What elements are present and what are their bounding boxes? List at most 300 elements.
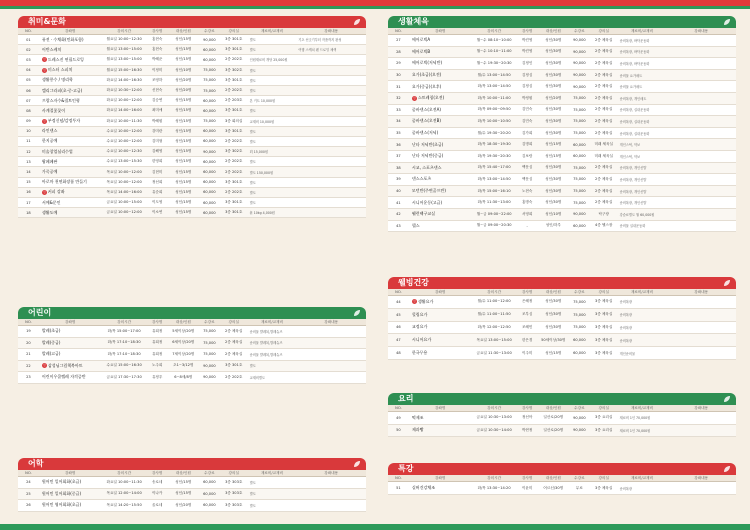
cell-name xyxy=(409,92,472,104)
cell-room: 3층 301호 xyxy=(220,106,248,116)
cell-name xyxy=(39,337,102,349)
cell-no: 13 xyxy=(18,157,39,167)
cell-desc xyxy=(296,177,366,187)
cell-teacher: 김정인 xyxy=(517,58,538,70)
new-badge: 신 xyxy=(43,364,46,368)
cell-material: 강습료별도 월 60,000원 xyxy=(618,208,667,220)
cell-no: 30 xyxy=(388,69,409,81)
table-row[interactable] xyxy=(18,65,366,75)
course-name: 프랑스자수&퀼트인형 xyxy=(41,97,80,103)
cell-room: 2층 202호 xyxy=(220,85,248,95)
cell-time: 화/목 17:10~18:30 xyxy=(102,337,147,349)
cell-teacher: 박정원 xyxy=(517,92,538,104)
table-row[interactable] xyxy=(388,139,736,151)
column-header: 강좌명 xyxy=(409,28,472,35)
cell-no: 40 xyxy=(388,185,409,197)
cell-time: 화/목 09:00~09:50 xyxy=(472,104,517,116)
cell-desc xyxy=(296,75,366,85)
table-row[interactable] xyxy=(18,167,366,177)
column-header: NO. xyxy=(388,405,409,412)
cell-teacher: 신현숙 xyxy=(147,85,168,95)
leaf-icon xyxy=(352,17,362,27)
course-name: 헬스 xyxy=(411,222,420,228)
cell-no: 17 xyxy=(18,198,39,208)
cell-desc xyxy=(296,372,366,384)
column-header: 대상/인원 xyxy=(168,470,199,477)
cell-desc xyxy=(296,96,366,106)
leaf-icon xyxy=(722,394,732,404)
table-row[interactable] xyxy=(388,127,736,139)
cell-material: 별도 xyxy=(248,360,297,372)
cell-room: 2층 체육실 xyxy=(590,127,618,139)
new-badge: 신 xyxy=(43,68,46,72)
cell-teacher: 유희정 xyxy=(147,337,168,349)
cell-room: 2층 체육실 xyxy=(590,92,618,104)
cell-teacher: 정선아 xyxy=(517,412,538,425)
cell-name xyxy=(409,58,472,70)
cell-time: 월/수 19:30~20:20 xyxy=(472,127,517,139)
course-table xyxy=(18,28,366,218)
cell-time: 화/목 15:40~17:00 xyxy=(472,162,517,174)
table-row[interactable] xyxy=(18,75,366,85)
cell-room: 2층 202호 xyxy=(220,157,248,167)
cell-no: 51 xyxy=(388,482,409,495)
table-row[interactable] xyxy=(18,372,366,384)
section-hobby xyxy=(18,16,366,218)
cell-room: 3층 체육실 xyxy=(590,308,618,321)
cell-room: 2층 202호 xyxy=(220,372,248,384)
cell-target: 성인/15명 xyxy=(168,157,199,167)
cell-fee: 90,000 xyxy=(569,208,590,220)
cell-teacher: 박진영 xyxy=(517,35,538,47)
cell-fee: 75,000 xyxy=(569,116,590,128)
leaf-icon xyxy=(722,278,732,288)
section-title: 어린이 xyxy=(28,308,52,317)
cell-room: 2층 체육실 xyxy=(590,69,618,81)
cell-name xyxy=(409,220,472,232)
column-header: 강좌명 xyxy=(39,470,102,477)
cell-desc xyxy=(666,334,736,347)
cell-teacher: 조부심 xyxy=(517,308,538,321)
cell-desc xyxy=(296,326,366,338)
table-row[interactable] xyxy=(18,106,366,116)
table-row[interactable] xyxy=(18,96,366,106)
cell-material: 별도 xyxy=(248,187,297,197)
cell-room: 미래 체육실 xyxy=(590,139,618,151)
column-header: 강좌내용 xyxy=(666,28,736,35)
cell-teacher: 이윤미 xyxy=(517,482,538,495)
table-row[interactable] xyxy=(388,220,736,232)
cell-fee: 90,000 xyxy=(569,412,590,425)
cell-no: 19 xyxy=(18,326,39,338)
table-row[interactable] xyxy=(388,412,736,425)
cell-name xyxy=(39,326,102,338)
cell-material: 준비복장, 개인신발 xyxy=(618,197,667,209)
table-row[interactable] xyxy=(388,58,736,70)
column-header: NO. xyxy=(18,319,39,326)
leaf-icon xyxy=(722,17,732,27)
cell-material: 준비물 요가매트 xyxy=(618,81,667,93)
cell-room: 2층 203호 xyxy=(220,96,248,106)
cell-name xyxy=(409,321,472,334)
cell-room: 2층 체육실 xyxy=(220,326,248,338)
cell-name xyxy=(409,296,472,309)
column-header: 강좌명 xyxy=(39,319,102,326)
cell-name xyxy=(39,147,102,157)
course-name: 한지공예 xyxy=(41,138,58,144)
cell-teacher: 김미형 xyxy=(147,136,168,146)
cell-time: 금요일 10:00~15:00 xyxy=(102,198,147,208)
cell-material: 재료비 1인 70,000원 xyxy=(618,412,667,425)
cell-time: 월/수 11:00~11:50 xyxy=(472,308,517,321)
cell-target: 6~8세/8명 xyxy=(168,372,199,384)
cell-target: 성인/15명 xyxy=(168,96,199,106)
cell-teacher: 박현정 xyxy=(517,424,538,437)
course-name: 어린이우쿨렐레 자격증반 xyxy=(41,374,86,380)
cell-desc xyxy=(666,308,736,321)
cell-room: 3층 체육실 xyxy=(590,334,618,347)
cell-material: 준비물 요가매트 xyxy=(618,69,667,81)
cell-room: 4층 헬스장 xyxy=(590,220,618,232)
table-row[interactable] xyxy=(18,35,366,45)
cell-no: 25 xyxy=(18,488,39,500)
cell-no: 47 xyxy=(388,334,409,347)
cell-material: 준비복장, 개인신발 xyxy=(618,185,667,197)
table-row[interactable] xyxy=(18,337,366,349)
cell-desc xyxy=(296,85,366,95)
section-title: 웰빙건강 xyxy=(398,278,429,287)
cell-time: 목요일 13:00~15:00 xyxy=(472,334,517,347)
cell-target: 성인/15명 xyxy=(168,126,199,136)
cell-material: 별도 xyxy=(248,85,297,95)
table-row[interactable] xyxy=(388,174,736,186)
table-row[interactable] xyxy=(388,116,736,128)
cell-fee: 75,000 xyxy=(569,127,590,139)
cell-no: 27 xyxy=(388,35,409,47)
cell-desc xyxy=(666,482,736,495)
table-row[interactable] xyxy=(388,424,736,437)
table-row[interactable] xyxy=(388,35,736,47)
cell-room: 3층 301호 xyxy=(220,126,248,136)
cell-target: 성인/15명 xyxy=(538,139,569,151)
cell-no: 21 xyxy=(18,349,39,361)
cell-material: 준비복장, 개인신발 xyxy=(618,162,667,174)
cell-name xyxy=(409,424,472,437)
column-header: 강사명 xyxy=(517,405,538,412)
table-row[interactable] xyxy=(18,187,366,197)
cell-name xyxy=(39,126,102,136)
table-row[interactable] xyxy=(388,46,736,58)
course-name: 난타 저녁반(중급) xyxy=(411,153,444,159)
course-name: 생활도예 xyxy=(41,209,58,215)
course-table xyxy=(388,289,736,360)
column-header: NO. xyxy=(388,475,409,482)
table-row[interactable] xyxy=(388,185,736,197)
column-header: 강의실 xyxy=(590,28,618,35)
cell-time: 월요일 13:00~15:00 xyxy=(102,45,147,55)
table-row[interactable] xyxy=(18,488,366,500)
cell-target: 성인/15명 xyxy=(168,116,199,126)
column-header: 강사명 xyxy=(147,319,168,326)
section-title: 어학 xyxy=(28,459,44,468)
cell-fee: 60,000 xyxy=(569,334,590,347)
cell-fee: 60,000 xyxy=(199,45,220,55)
course-name: 스트레칭(오전) xyxy=(417,95,445,101)
cell-no: 15 xyxy=(18,177,39,187)
table-row[interactable] xyxy=(18,85,366,95)
column-header: 강사명 xyxy=(517,289,538,296)
column-header: 재료비/교재비 xyxy=(618,475,667,482)
cell-name xyxy=(409,197,472,209)
cell-teacher: 김해영 xyxy=(147,147,168,157)
cell-target: 성인/30명 xyxy=(538,296,569,309)
bottom-band xyxy=(0,524,750,530)
cell-no: 20 xyxy=(18,337,39,349)
cell-time: 화요일 10:00~11:30 xyxy=(102,477,147,489)
table-row[interactable] xyxy=(18,360,366,372)
table-row[interactable] xyxy=(388,104,736,116)
table-row[interactable] xyxy=(388,308,736,321)
cell-name xyxy=(39,55,102,65)
table-row[interactable] xyxy=(18,45,366,55)
cell-room: 3층 303호 xyxy=(220,477,248,489)
cell-name xyxy=(39,198,102,208)
cell-desc: 여행 스케치 펜 드로잉 채색 xyxy=(296,45,366,55)
cell-target: 일산로/20명 xyxy=(538,412,569,425)
cell-target: 성인/15명 xyxy=(168,488,199,500)
cell-room: 탁구장 xyxy=(590,208,618,220)
column-header: 재료비/교재비 xyxy=(248,470,297,477)
cell-room: 2층 체육실 xyxy=(590,81,618,93)
table-row[interactable] xyxy=(18,500,366,512)
cell-teacher: 김정심 xyxy=(517,69,538,81)
cell-no: 02 xyxy=(18,45,39,55)
cell-time: 수요일 10:00~12:00 xyxy=(102,136,147,146)
cell-fee: 60,000 xyxy=(569,139,590,151)
column-header: 강사명 xyxy=(147,28,168,35)
course-name: 라인댄스 xyxy=(41,128,58,134)
cell-material: 별도 xyxy=(248,177,297,187)
table-row[interactable] xyxy=(388,162,736,174)
course-name: 삼성님그림책북아트 xyxy=(47,362,83,368)
column-header: 강좌내용 xyxy=(666,405,736,412)
cell-target: 성인/30명 xyxy=(538,69,569,81)
cell-teacher: 김가희 xyxy=(517,127,538,139)
cell-name xyxy=(409,162,472,174)
table-row[interactable] xyxy=(388,482,736,495)
course-name: 발레(초급) xyxy=(41,328,61,334)
table-row[interactable] xyxy=(388,296,736,309)
course-name: 시니어요가 xyxy=(411,337,432,343)
table-row[interactable] xyxy=(388,69,736,81)
cell-target: 성인/30명 xyxy=(538,308,569,321)
table-row[interactable] xyxy=(388,197,736,209)
cell-room: 3층 301호 xyxy=(220,177,248,187)
section-header xyxy=(388,277,736,289)
cell-time: 화/목 18:30~19:30 xyxy=(472,139,517,151)
cell-target: 성인/15명 xyxy=(168,198,199,208)
cell-target: 일산로/20명 xyxy=(538,424,569,437)
section-title: 요리 xyxy=(398,394,414,403)
cell-no: 37 xyxy=(388,150,409,162)
cell-teacher: 박진영 xyxy=(517,46,538,58)
cell-target: 성인/30명 xyxy=(538,116,569,128)
table-row[interactable] xyxy=(388,208,736,220)
cell-target: 성인/20명 xyxy=(538,92,569,104)
cell-fee: 60,000 xyxy=(199,500,220,512)
cell-desc xyxy=(666,296,736,309)
cell-time: 화요일 14:00~16:30 xyxy=(102,75,147,85)
cell-time: 수요일 13:00~15:30 xyxy=(102,157,147,167)
cell-fee: 75,000 xyxy=(199,116,220,126)
table-row[interactable] xyxy=(18,136,366,146)
table-row[interactable] xyxy=(18,55,366,65)
cell-material: 개인스틱, 악보 xyxy=(618,150,667,162)
cell-fee: 90,000 xyxy=(569,58,590,70)
cell-fee: 60,000 xyxy=(199,187,220,197)
cell-desc xyxy=(666,58,736,70)
cell-fee: 60,000 xyxy=(199,136,220,146)
cell-no: 39 xyxy=(388,174,409,186)
cell-fee: 75,000 xyxy=(199,326,220,338)
cell-desc xyxy=(666,321,736,334)
cell-time: 월요일 10:00~12:30 xyxy=(102,35,147,45)
cell-name xyxy=(409,81,472,93)
cell-desc xyxy=(296,167,366,177)
leaf-icon xyxy=(352,459,362,469)
cell-name xyxy=(409,334,472,347)
section-sports xyxy=(388,16,736,232)
cell-fee: 60,000 xyxy=(199,167,220,177)
top-band-accent xyxy=(0,6,750,9)
table-row[interactable] xyxy=(18,147,366,157)
table-row[interactable] xyxy=(18,477,366,489)
table-row[interactable] xyxy=(18,326,366,338)
cell-teacher: 조영하 xyxy=(147,75,168,85)
cell-time: 목요일 10:00~12:00 xyxy=(102,167,147,177)
cell-desc xyxy=(296,116,366,126)
cell-target: 성인/30명 xyxy=(538,197,569,209)
cell-target: 7세이상/20명 xyxy=(168,349,199,361)
cell-room: 2층 체육실 xyxy=(590,46,618,58)
cell-fee: 75,000 xyxy=(199,85,220,95)
table-row[interactable] xyxy=(388,321,736,334)
cell-time: 화/목 10:00~10:50 xyxy=(472,116,517,128)
cell-room: 3층 301호 xyxy=(220,208,248,218)
table-row[interactable] xyxy=(18,208,366,218)
table-row[interactable] xyxy=(18,116,366,126)
cell-teacher: 은혜정 xyxy=(517,296,538,309)
table-row[interactable] xyxy=(388,92,736,104)
cell-target: 성인/15명 xyxy=(168,208,199,218)
cell-time: 화/목 11:30~13:00 xyxy=(472,197,517,209)
cell-desc xyxy=(666,150,736,162)
cell-fee: 60,000 xyxy=(199,126,220,136)
table-row[interactable] xyxy=(18,198,366,208)
course-name: 시니어운동(고급) xyxy=(411,199,443,205)
cell-material: 별도 xyxy=(248,45,297,55)
cell-no: 10 xyxy=(18,126,39,136)
cell-target: 성인/30명 xyxy=(538,35,569,47)
cell-room: 2층 체육실 xyxy=(220,349,248,361)
cell-no: 05 xyxy=(18,75,39,85)
cell-fee: 75,000 xyxy=(569,308,590,321)
course-name: 원어민 일어회화(중급) xyxy=(41,490,82,496)
cell-target: 성인/15명 xyxy=(168,35,199,45)
cell-no: 07 xyxy=(18,96,39,106)
table-row[interactable] xyxy=(388,81,736,93)
cell-room: 2층 체육실 xyxy=(590,162,618,174)
cell-time: 월~수 08:10~10:00 xyxy=(472,35,517,47)
new-badge: 신 xyxy=(43,119,46,123)
column-header: 수강료 xyxy=(569,28,590,35)
cell-time: 수요일 10:00~12:00 xyxy=(102,126,147,136)
cell-name xyxy=(39,167,102,177)
cell-room: 3층 302호 xyxy=(220,65,248,75)
table-row[interactable] xyxy=(18,157,366,167)
cell-time: 월~수 10:10~11:00 xyxy=(472,46,517,58)
cell-material: 준비물 발레복,발레슈즈 xyxy=(248,326,297,338)
section-header xyxy=(18,307,366,319)
table-row[interactable] xyxy=(18,349,366,361)
cell-name xyxy=(39,45,102,55)
cell-material: 준비복장 xyxy=(618,308,667,321)
cell-material: 준비물 발레복,발레슈즈 xyxy=(248,337,297,349)
cell-target: 성인/30명 xyxy=(538,104,569,116)
cell-no: 44 xyxy=(388,296,409,309)
column-header: 대상/인원 xyxy=(168,319,199,326)
cell-target: 5세이상/20명 xyxy=(168,326,199,338)
cell-fee: 90,000 xyxy=(569,46,590,58)
cell-teacher: 올로네 xyxy=(147,500,168,512)
cell-name xyxy=(39,488,102,500)
cell-name xyxy=(409,35,472,47)
table-row[interactable] xyxy=(388,334,736,347)
cell-material: 별도 xyxy=(248,488,297,500)
cell-desc xyxy=(296,198,366,208)
cell-material: 준비복장, 실내운동화 xyxy=(618,104,667,116)
cell-time: 월요일 13:00~15:00 xyxy=(102,55,147,65)
table-row[interactable] xyxy=(388,347,736,360)
cell-material: 준비복장, 개인매트 xyxy=(618,92,667,104)
cell-desc xyxy=(666,412,736,425)
cell-name xyxy=(409,150,472,162)
cell-teacher: 김명희 xyxy=(517,139,538,151)
cell-material: 별도 xyxy=(248,126,297,136)
cell-fee: 90,000 xyxy=(199,372,220,384)
course-name: 커피 강좌 xyxy=(47,189,65,195)
cell-time: 월~수 19:30~20:30 xyxy=(472,58,517,70)
cell-room: 3층 301호 xyxy=(220,198,248,208)
cell-fee: 90,000 xyxy=(199,360,220,372)
cell-room: 2층 체육실 xyxy=(590,58,618,70)
cell-target: 성인/15명 xyxy=(168,147,199,157)
table-row[interactable] xyxy=(18,177,366,187)
cell-no: 31 xyxy=(388,81,409,93)
section-title: 생활체육 xyxy=(398,17,429,26)
cell-desc xyxy=(666,220,736,232)
cell-desc xyxy=(666,69,736,81)
course-name: 드레스진 연필드로잉 xyxy=(47,56,84,62)
cell-teacher: 김보람 xyxy=(517,150,538,162)
cell-teacher: 이소연 xyxy=(147,208,168,218)
table-row[interactable] xyxy=(18,126,366,136)
section-cook xyxy=(388,393,736,437)
column-header: 수강료 xyxy=(199,470,220,477)
table-row[interactable] xyxy=(388,150,736,162)
cell-name xyxy=(409,116,472,128)
cell-material: 준비복장 xyxy=(618,296,667,309)
